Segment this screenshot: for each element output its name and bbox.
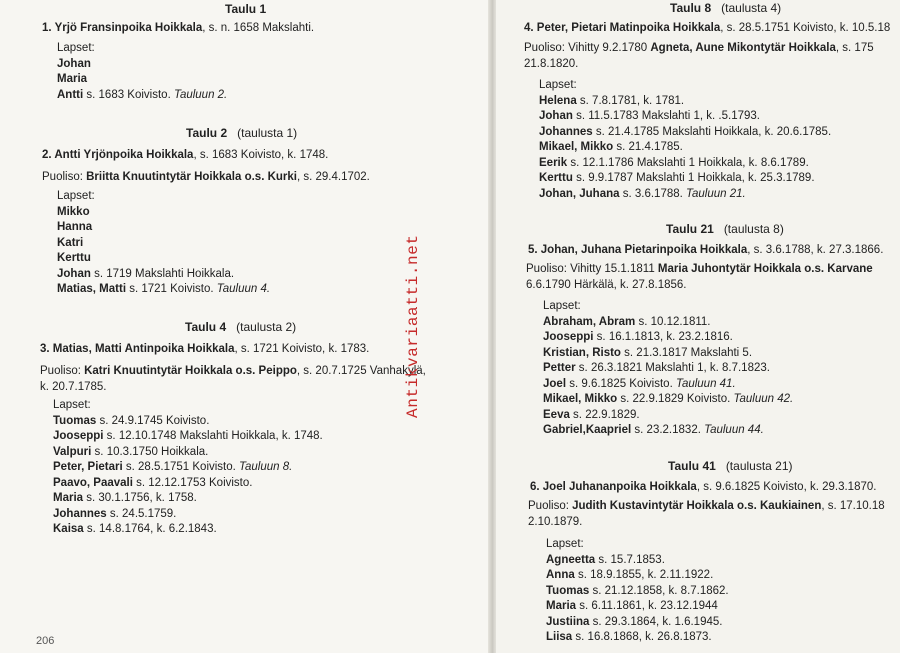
right-page [496,0,900,653]
child-entry: Tuomas s. 24.9.1745 Koivisto. [53,414,210,427]
child-entry: Justiina s. 29.3.1864, k. 1.6.1945. [546,615,723,628]
taulu-1-title: Taulu 1 [225,2,267,16]
taulu-21-person: 5. Johan, Juhana Pietarinpoika Hoikkala, s. 3.6.1788, k. 27.3.1866. [528,244,884,256]
child-entry: Eerik s. 12.1.1786 Makslahti 1 Hoikkala, k. 8.6.1789. [539,156,809,169]
taulu-2-title: Taulu 2 (taulusta 1) [186,126,298,140]
child-entry: Maria s. 30.1.1756, k. 1758. [53,492,197,504]
child-entry: Maria [57,73,88,85]
taulu-2-children [57,189,270,298]
taulu-1-person: 1. Yrjö Fransinpoika Hoikkala, s. n. 1658 Makslahti. [42,22,315,34]
child-entry: Jooseppi s. 16.1.1813, k. 23.2.1816. [543,331,733,343]
child-entry: Katri [57,236,84,249]
taulu-4-children [53,398,323,538]
children-label: Lapset: [543,300,581,312]
taulu-21-children [543,299,793,439]
taulu-21-title: Taulu 21 (taulusta 8) [666,222,784,236]
child-entry: Johan s. 1719 Makslahti Hoikkala. [57,267,235,280]
child-entry: Mikael, Mikko s. 22.9.1829 Koivisto. Tauluun 42. [543,393,794,405]
taulu-8-title: Taulu 8 (taulusta 4) [670,1,782,15]
children-label: Lapset: [53,399,91,411]
child-entry: Anna s. 18.9.1855, k. 2.11.1922. [546,569,714,581]
child-entry: Matias, Matti s. 1721 Koivisto. Tauluun 4. [57,283,271,295]
child-entry: Johan [57,57,91,70]
child-entry: Tuomas s. 21.12.1858, k. 8.7.1862. [546,584,729,597]
child-entry: Helena s. 7.8.1781, k. 1781. [539,94,685,107]
taulu-8-spouse: Puoliso: Vihitty 9.2.1780 Agneta, Aune Mikontytär Hoikkala, s. 175 21.8.1820. [524,42,874,70]
child-entry: Peter, Pietari s. 28.5.1751 Koivisto. Tauluun 8. [53,461,293,473]
child-entry: Mikko [57,205,90,218]
taulu-2-person: 2. Antti Yrjönpoika Hoikkala, s. 1683 Koivisto, k. 1748. [42,149,329,161]
child-entry: Maria s. 6.11.1861, k. 23.12.1944 [546,600,718,612]
taulu-41-person: 6. Joel Juhananpoika Hoikkala, s. 9.6.1825 Koivisto, k. 29.3.1870. [530,481,877,493]
child-entry: Eeva s. 22.9.1829. [543,408,640,421]
child-entry: Antti s. 1683 Koivisto. Tauluun 2. [57,88,228,101]
taulu-41-title: Taulu 41 (taulusta 21) [668,459,793,473]
watermark: Antikvariaatti.net [404,234,422,418]
child-entry: Gabriel,Kaapriel s. 23.2.1832. Tauluun 44. [543,424,764,436]
child-entry: Johan, Juhana s. 3.6.1788. Tauluun 21. [539,187,746,200]
child-entry: Johannes s. 24.5.1759. [53,507,177,520]
taulu-2-spouse: Puoliso: Briitta Knuutintytär Hoikkala o.s. Kurki, s. 29.4.1702. [42,171,370,183]
child-entry: Joel s. 9.6.1825 Koivisto. Tauluun 41. [543,377,736,390]
child-entry: Johan s. 11.5.1783 Makslahti 1, k. .5.1793. [539,110,760,122]
children-label: Lapset: [57,190,95,202]
child-entry: Kerttu s. 9.9.1787 Makslahti 1 Hoikkala, k. 25.3.1789. [539,172,815,184]
child-entry: Mikael, Mikko s. 21.4.1785. [539,141,683,153]
child-entry: Liisa s. 16.8.1868, k. 26.8.1873. [546,631,712,643]
children-label: Lapset: [546,538,584,550]
taulu-4-spouse: Puoliso: Katri Knuutintytär Hoikkala o.s. Peippo, s. 20.7.1725 Vanhakylä, k. 20.7.1785. [40,365,426,393]
child-entry: Kaisa s. 14.8.1764, k. 6.2.1843. [53,523,217,535]
child-entry: Kerttu [57,252,91,264]
children-label: Lapset: [539,79,577,91]
child-entry: Jooseppi s. 12.10.1748 Makslahti Hoikkala, k. 1748. [53,430,323,442]
taulu-8-children [539,78,831,202]
child-entry: Kristian, Risto s. 21.3.1817 Makslahti 5. [543,346,753,359]
child-entry: Agneetta s. 15.7.1853. [546,553,665,566]
child-entry: Johannes s. 21.4.1785 Makslahti Hoikkala, k. 20.6.1785. [539,125,832,138]
child-entry: Paavo, Paavali s. 12.12.1753 Koivisto. [53,476,253,489]
taulu-41-spouse: Puoliso: Judith Kustavintytär Hoikkala o.s. Kaukiainen, s. 17.10.18 2.10.1879. [528,500,885,528]
taulu-21-spouse: Puoliso: Vihitty 15.1.1811 Maria Juhontytär Hoikkala o.s. Karvane 6.6.1790 Härkälä, k. 27.8.1856. [526,263,873,291]
taulu-8-person: 4. Peter, Pietari Matinpoika Hoikkala, s. 28.5.1751 Koivisto, k. 10.5.18 [524,22,891,34]
child-entry: Valpuri s. 10.3.1750 Hoikkala. [53,445,209,458]
taulu-41-children [546,537,729,646]
taulu-4-person: 3. Matias, Matti Antinpoika Hoikkala, s. 1721 Koivisto, k. 1783. [40,343,370,355]
child-entry: Petter s. 26.3.1821 Makslahti 1, k. 8.7.1823. [543,362,770,374]
child-entry: Hanna [57,221,93,233]
children-label: Lapset: [57,42,95,54]
page-number: 206 [36,635,55,647]
taulu-1-children [57,41,227,103]
child-entry: Abraham, Abram s. 10.12.1811. [543,315,711,328]
taulu-4-title: Taulu 4 (taulusta 2) [185,320,297,334]
